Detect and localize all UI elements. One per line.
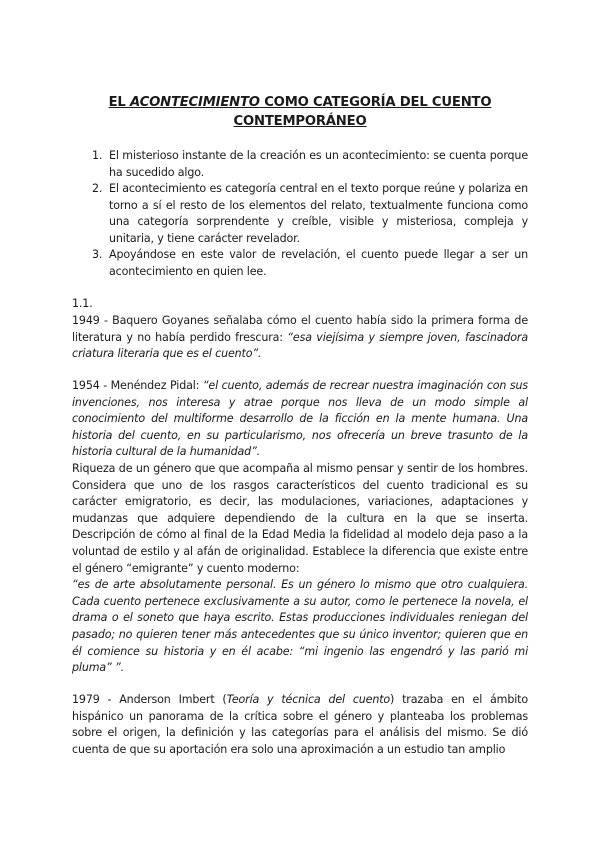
paragraph-1979-text: ) trazaba en el ámbito hispánico un panorama de la crítica sobre el género y planteaba los problemas sobre el origen, la definición y las categorías para el análisis del mismo. Se dió cuenta de que su aportación era solo una aproximación a un estudio tan amplio (72, 693, 528, 756)
paragraph-1979 (72, 692, 528, 758)
paragraph-1954-quote-2: “es de arte absolutamente personal. Es un género lo mismo que otro cualquiera. Cada cuento pertenece exclusivamente a su autor, como le pertenece la novela, el drama o el soneto que haya escrito. Estas producciones individuales reniegan del pasado; no quieren tener más antecedentes que su único inventor; quieren que en él comience su historia y en él acabe: “mi ingenio las engendró y las parió mi pluma” ”. (72, 578, 528, 675)
paragraph-1954-body: Riqueza de un género que que acompaña al mismo pensar y sentir de los hombres. Considera que uno de los rasgos característicos del cuento tradicional es su carácter emigratorio, es decir, las modulaciones, variaciones, adaptaciones y mudanzas que adquiere dependiendo de la cultura en la que se inserta. Descripción de cómo al final de la Edad Media la fidelidad al modelo deja paso a la voluntad de estilo y al afán de originalidad. Establece la diferencia que existe entre el género “emigrante” y cuento moderno: (72, 461, 528, 575)
list-number: 2. (92, 182, 103, 195)
list-number: 1. (92, 149, 103, 162)
section-number: 1.1. (72, 297, 93, 310)
title-rest: COMO CATEGORÍA DEL CUENTO (259, 95, 492, 110)
paragraph-1979-work: Teoría y técnica del cuento (226, 693, 391, 706)
list-text: El acontecimiento es categoría central en el texto porque reúne y polariza en torno a sí el resto de los elementos del relato, textualmente funciona como una categoría sorprendente y creíble, visible y misteriosa, compleja y unitaria, y tiene carácter revelador. (109, 182, 528, 245)
list-item (92, 148, 528, 181)
paragraph-1954-intro (72, 378, 528, 461)
page-title (70, 93, 530, 131)
title-line-2: CONTEMPORÁNEO (233, 114, 367, 129)
paragraph-1949-text: 1949 - Baquero Goyanes señalaba cómo el cuento había sido la primera forma de literatura y no había perdido frescura: (72, 314, 528, 344)
paragraph-1954-quote: “el cuento, además de recrear nuestra imaginación con sus invenciones, nos interesa y atrae porque nos lleva de un modo simple al conocimiento del multiforme desarrollo de la ficción en la mente humana. Una historia del cuento, en su particularismo, nos ofrecería un breve trasunto de la historia cultural de la humanidad”. (72, 379, 528, 459)
list-number: 3. (92, 248, 103, 261)
list-item (92, 247, 528, 280)
title-italic-word: ACONTECIMIENTO (130, 95, 260, 110)
paragraph-1949 (72, 313, 528, 363)
list-text: El misterioso instante de la creación es un acontecimiento: se cuenta porque ha sucedido algo. (109, 149, 528, 179)
list-text: Apoyándose en este valor de revelación, el cuento puede llegar a ser un acontecimiento en quien lee. (109, 248, 528, 278)
list-item (92, 181, 528, 247)
paragraph-1954-lead: 1954 - Menéndez Pidal: (72, 379, 203, 392)
key-points-list (92, 148, 528, 280)
paragraph-1979-lead: 1979 - Anderson Imbert ( (72, 693, 227, 706)
paragraph-1949-quote: “esa viejísima y siempre joven, fascinadora criatura literaria que es el cuento”. (72, 330, 528, 361)
title-prefix: EL (108, 95, 131, 110)
paragraph-1954 (72, 378, 528, 677)
